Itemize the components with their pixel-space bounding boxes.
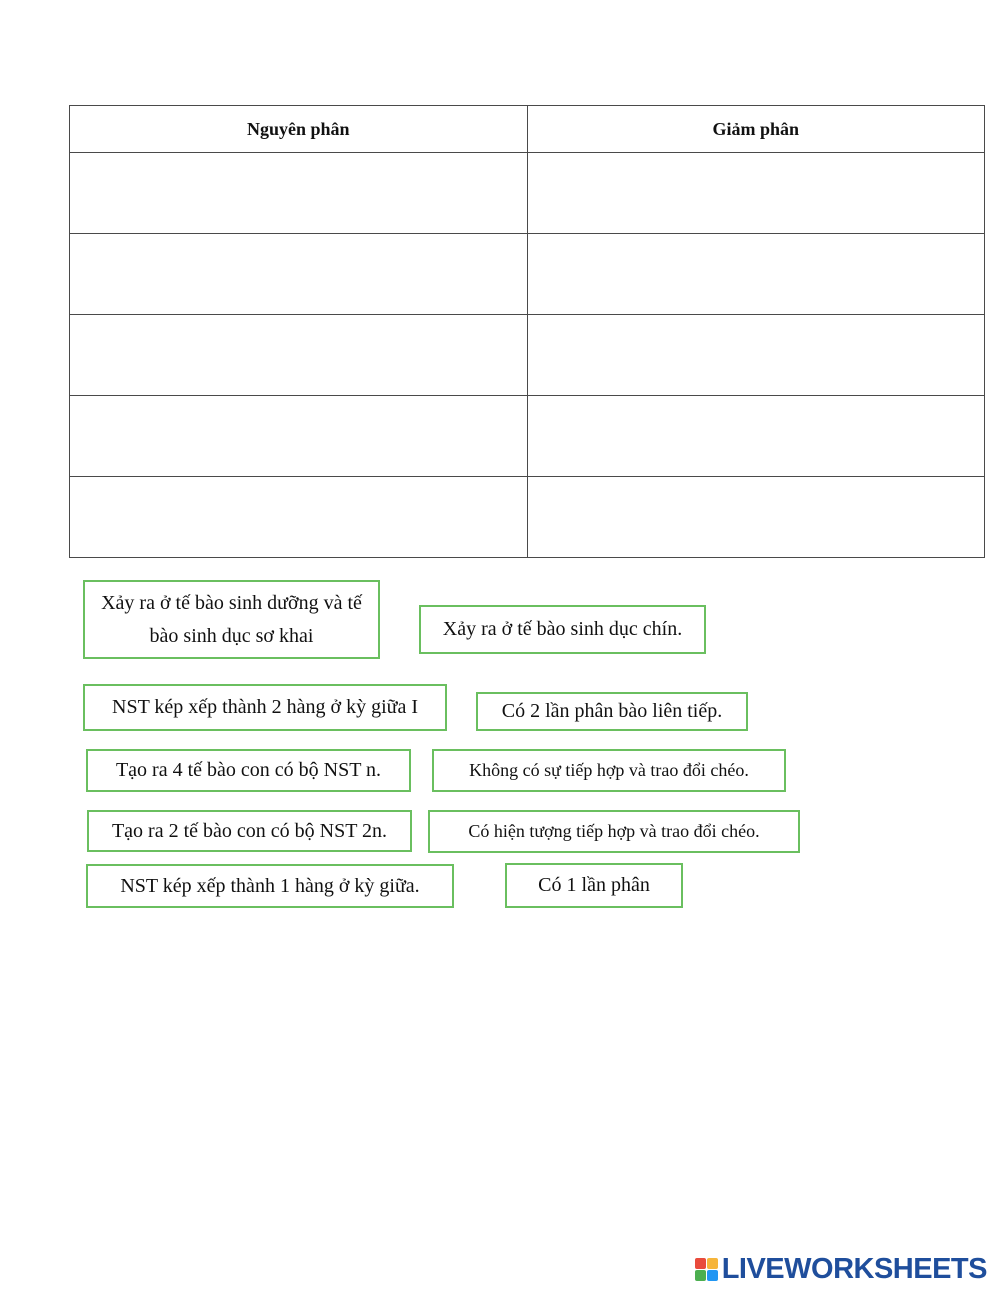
- table-row: [70, 315, 985, 396]
- drag-card-te-bao-sinh-duc-chin[interactable]: [419, 605, 706, 654]
- logo-text: LIVEWORKSHEETS: [721, 1252, 987, 1285]
- card-label: NST kép xếp thành 2 hàng ở kỳ giữa I: [112, 696, 418, 718]
- drop-zone-giam-phan[interactable]: [527, 153, 985, 234]
- drop-zone-giam-phan[interactable]: [527, 477, 985, 558]
- card-label: Không có sự tiếp hợp và trao đổi chéo.: [469, 760, 749, 780]
- card-label: Có 1 lần phân: [538, 874, 650, 896]
- drag-card-2-lan-phan-bao[interactable]: [476, 692, 748, 731]
- drag-card-co-tiep-hop[interactable]: [428, 810, 800, 853]
- header-giam-phan: Giảm phân: [527, 106, 985, 153]
- card-label: Xảy ra ở tế bào sinh dục chín.: [442, 618, 683, 640]
- drag-card-1-lan-phan[interactable]: [505, 863, 683, 908]
- drop-zone-giam-phan[interactable]: [527, 396, 985, 477]
- header-nguyen-phan: Nguyên phân: [70, 106, 528, 153]
- card-label: Xảy ra ở tế bào sinh dưỡng và tế bào sinh dục sơ khai: [101, 591, 362, 647]
- card-label: NST kép xếp thành 1 hàng ở kỳ giữa.: [120, 874, 420, 897]
- card-label: Có hiện tượng tiếp hợp và trao đổi chéo.: [468, 821, 760, 841]
- drop-zone-nguyen-phan[interactable]: [70, 396, 528, 477]
- comparison-table: [69, 105, 985, 558]
- drag-card-khong-tiep-hop[interactable]: [432, 749, 786, 792]
- drop-zone-nguyen-phan[interactable]: [70, 234, 528, 315]
- drop-zone-nguyen-phan[interactable]: [70, 477, 528, 558]
- drop-zone-giam-phan[interactable]: [527, 315, 985, 396]
- drag-card-nst-1-hang[interactable]: [86, 864, 454, 908]
- table-row: [70, 477, 985, 558]
- card-label: Có 2 lần phân bào liên tiếp.: [501, 700, 723, 722]
- table-row: [70, 153, 985, 234]
- drag-card-2-te-bao-con[interactable]: [87, 810, 412, 852]
- logo-mark-icon: [695, 1258, 718, 1281]
- drag-card-nst-2-hang[interactable]: [83, 684, 447, 731]
- card-label: Tạo ra 2 tế bào con có bộ NST 2n.: [111, 819, 388, 842]
- drop-zone-nguyen-phan[interactable]: [70, 315, 528, 396]
- drop-zone-nguyen-phan[interactable]: [70, 153, 528, 234]
- table-header-row: [70, 106, 985, 153]
- drag-card-4-te-bao-con[interactable]: [86, 749, 411, 792]
- table-row: [70, 234, 985, 315]
- drag-card-te-bao-sinh-duong[interactable]: [83, 580, 380, 659]
- table-row: [70, 396, 985, 477]
- liveworksheets-logo: [695, 1253, 987, 1285]
- drop-zone-giam-phan[interactable]: [527, 234, 985, 315]
- card-label: Tạo ra 4 tế bào con có bộ NST n.: [115, 759, 382, 781]
